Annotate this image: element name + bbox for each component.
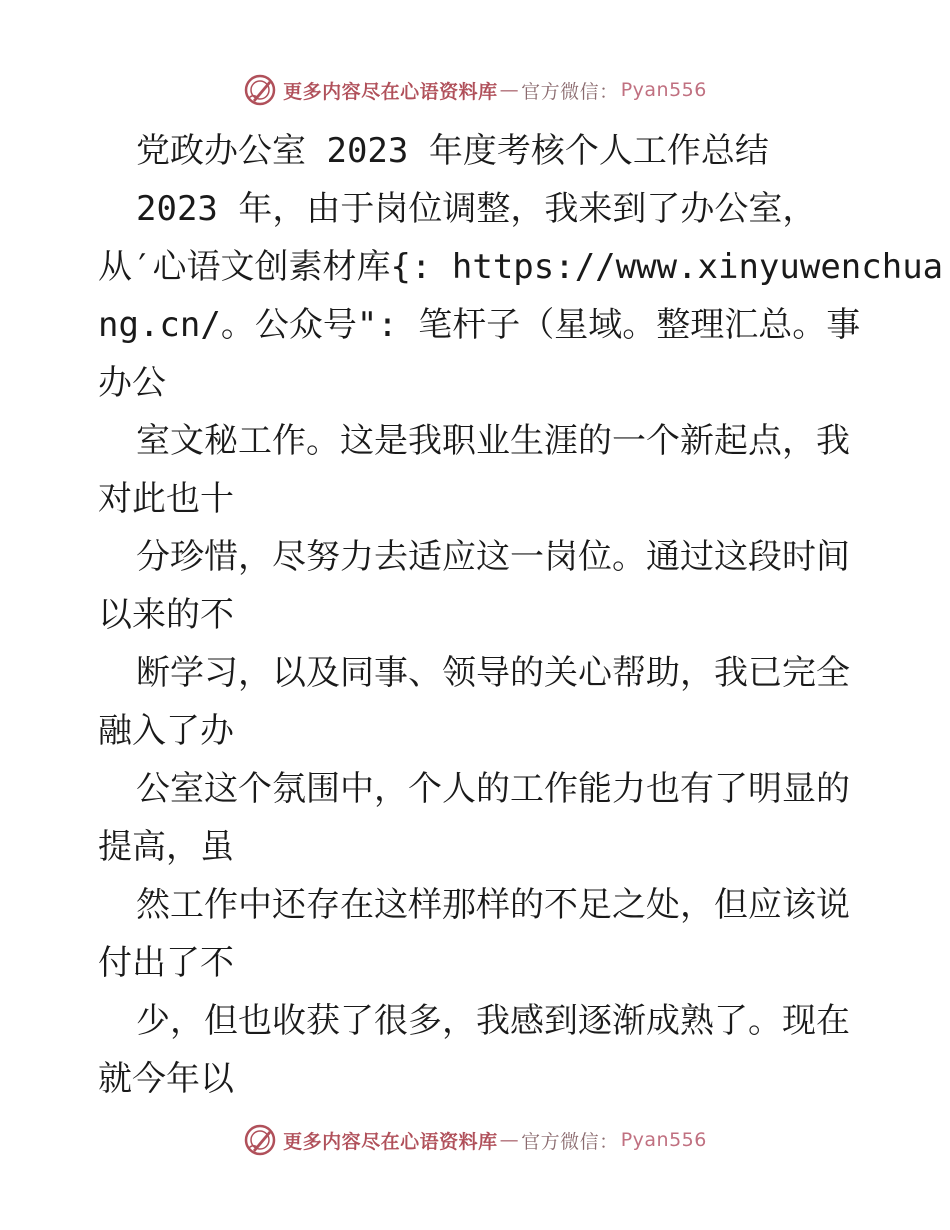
banner-wechat-label: 官方微信： <box>521 1130 619 1153</box>
banner-wechat-id: Pyan556 <box>620 79 707 101</box>
document-body <box>98 122 944 1108</box>
paragraph-line: 以来的不 <box>98 595 234 635</box>
banner-separator: — <box>499 1129 520 1151</box>
paragraph-line: 室文秘工作。这是我职业生涯的一个新起点，我 <box>136 421 850 461</box>
paragraph-line: 融入了办 <box>98 711 234 751</box>
footer-banner <box>0 1120 950 1160</box>
paragraph-line: 提高，虽 <box>98 827 234 867</box>
paragraph-line: 办公 <box>98 363 166 403</box>
banner-separator: — <box>499 79 520 101</box>
banner-wechat-label: 官方微信： <box>521 80 619 103</box>
document-title: 党政办公室 2023 年度考核个人工作总结 <box>136 131 769 171</box>
paragraph-line: 付出了不 <box>98 943 234 983</box>
pen-logo-icon <box>243 73 277 107</box>
paragraph-line: 少，但也收获了很多，我感到逐渐成熟了。现在 <box>136 1001 850 1041</box>
banner-brand-text: 更多内容尽在心语资料库 <box>283 80 498 103</box>
paragraph-line: ng.cn/。公众号": 笔杆子（星域。整理汇总。事 <box>98 305 861 345</box>
paragraph-line: 从′心语文创素材库{: https://www.xinyuwenchua <box>98 247 944 287</box>
paragraph-line: 2023 年，由于岗位调整，我来到了办公室， <box>136 189 817 229</box>
paragraph-line: 断学习，以及同事、领导的关心帮助，我已完全 <box>136 653 850 693</box>
banner-brand-text: 更多内容尽在心语资料库 <box>283 1130 498 1153</box>
paragraph-line: 对此也十 <box>98 479 234 519</box>
pen-logo-icon <box>243 1123 277 1157</box>
banner-wechat-id: Pyan556 <box>620 1129 707 1151</box>
paragraph-line: 分珍惜，尽努力去适应这一岗位。通过这段时间 <box>136 537 850 577</box>
paragraph-line: 就今年以 <box>98 1059 234 1099</box>
paragraph-line: 公室这个氛围中，个人的工作能力也有了明显的 <box>136 769 850 809</box>
header-banner <box>0 70 950 110</box>
paragraph-line: 然工作中还存在这样那样的不足之处，但应该说 <box>136 885 850 925</box>
